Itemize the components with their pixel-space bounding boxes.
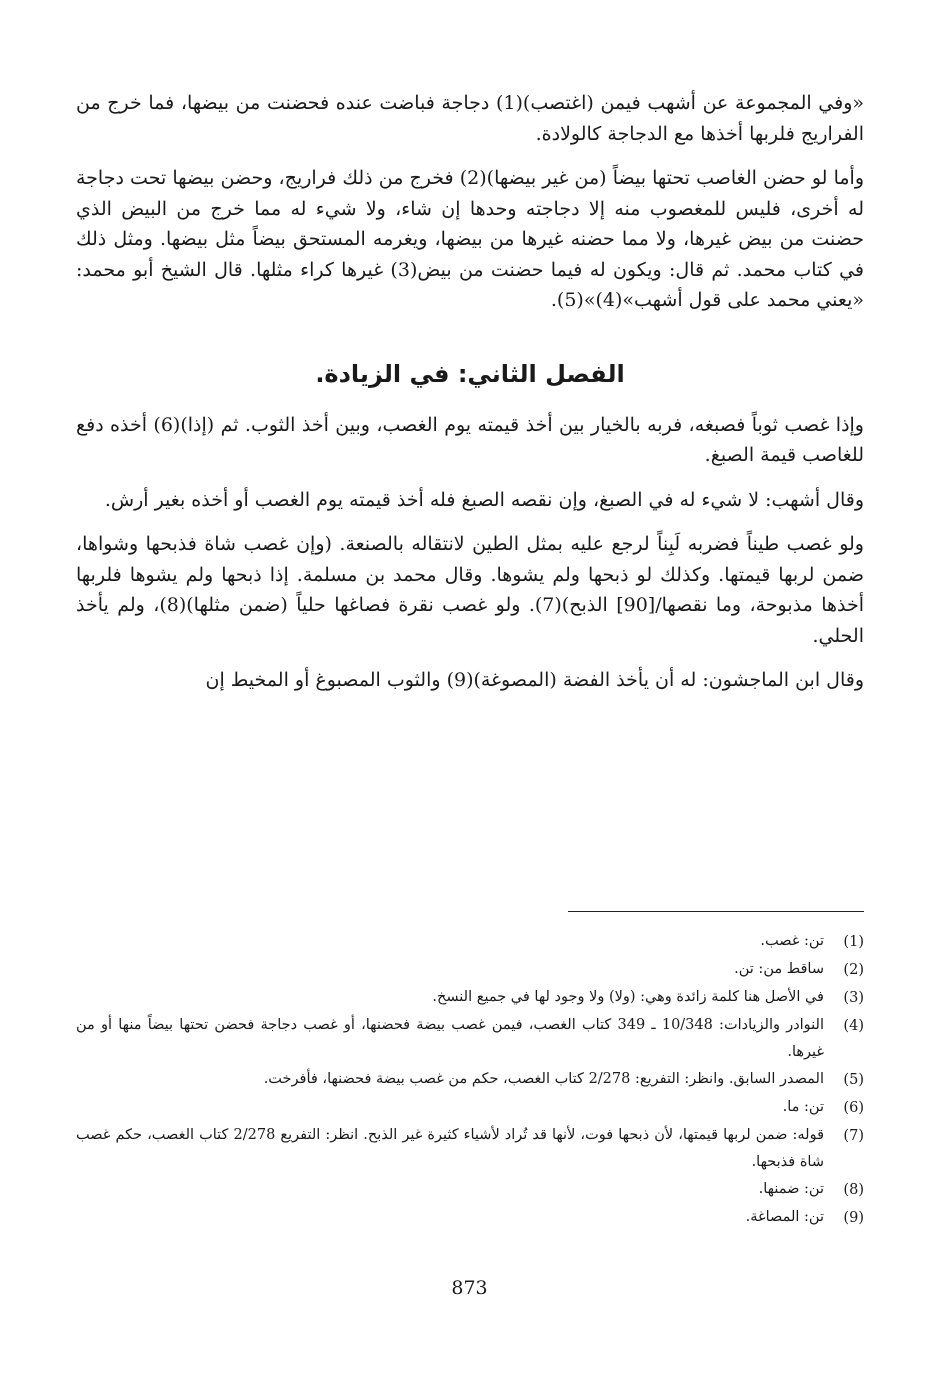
paragraph-6: وقال ابن الماجشون: له أن يأخذ الفضة (المصوغة)(9) والثوب المصبوغ أو المخيط إن xyxy=(205,669,864,691)
footnote-number: (7) xyxy=(843,1128,864,1144)
footnotes xyxy=(76,928,864,1232)
footnote-text: تن: المصاغة. xyxy=(745,1209,824,1225)
footnote-text: في الأصل هنا كلمة زائدة وهي: (ولا) ولا وجود لها في جميع النسخ. xyxy=(432,989,824,1005)
paragraph-4: وقال أشهب: لا شيء له في الصبغ، وإن نقصه الصبغ فله أخذ قيمته يوم الغصب أو أخذه بغير أرش. xyxy=(104,488,864,511)
footnote-text: تن: ضمنها. xyxy=(758,1181,824,1197)
footnote-number: (4) xyxy=(843,1018,864,1034)
footnote-divider xyxy=(568,911,864,912)
footnote-item xyxy=(76,1094,864,1122)
footnote-text: تن: غصب. xyxy=(760,933,824,949)
footnote-number: (9) xyxy=(843,1210,864,1226)
footnote-text: المصدر السابق. وانظر: التفريع: 2/278 كتاب الغصب، حكم من غصب بيضة فحضنها، فأفرخت. xyxy=(263,1071,824,1087)
footnote-item xyxy=(76,928,864,956)
footnote-text: ساقط من: تن. xyxy=(734,961,824,977)
footnote-text: تن: ما. xyxy=(782,1099,824,1115)
footnote-item xyxy=(76,956,864,984)
footnote-item xyxy=(76,1204,864,1232)
footnote-number: (5) xyxy=(843,1072,864,1088)
footnote-text: النوادر والزيادات: 10/348 ـ 349 كتاب الغصب، فيمن غصب بيضة فحضنها، أو غصب دجاجة فحضن تحتها بيضاً منها أو من غيرها. xyxy=(76,1017,824,1060)
paragraph-1: «وفي المجموعة عن أشهب فيمن (اغتصب)(1) دجاجة فباضت عنده فحضنت من بيضها، فما خرج من الفراريج فلربها أخذها مع الدجاجة كالولادة. xyxy=(76,92,864,145)
section-heading: الفصل الثاني: في الزيادة. xyxy=(315,359,625,388)
main-text xyxy=(76,88,864,710)
footnote-item xyxy=(76,1176,864,1204)
footnote-number: (3) xyxy=(843,990,864,1006)
paragraph-2: وأما لو حضن الغاصب تحتها بيضاً (من غير بيضها)(2) فخرج من ذلك فراريج، وحضن بيضها تحت دجاجة له أخرى، فليس للمغصوب منه إلا دجاجته وحدها إن شاء، ولا شيء له مما خرج من البيض الذي حضنت من بيض غيرها، ولا مما حضنه غيرها من بيضها، ويغرمه المستحق بيضاً مثل بيضها. ومثل ذلك في كتاب محمد. ثم قال: ويكون له فيما حضنت من بيض(3) غيرها كراء مثلها. قال الشيخ أبو محمد: «يعني محمد على قول أشهب»(4)»(5). xyxy=(76,167,864,311)
footnote-number: (6) xyxy=(843,1100,864,1116)
footnote-number: (8) xyxy=(843,1182,864,1198)
footnote-item xyxy=(76,1066,864,1094)
footnote-number: (1) xyxy=(843,934,864,950)
paragraph-3: وإذا غصب ثوباً فصبغه، فربه بالخيار بين أخذ قيمته يوم الغصب، وبين أخذ الثوب. ثم (إذا)(6) أخذه دفع للغاصب قيمة الصبغ. xyxy=(76,413,864,466)
footnote-text: قوله: ضمن لربها قيمتها، لأن ذبحها فوت، لأنها قد تُراد لأشياء كثيرة غير الذبح. انظر: التفريع 2/278 كتاب الغصب، حكم غصب شاة فذبحها. xyxy=(76,1127,824,1170)
page-number: 873 xyxy=(451,1277,488,1299)
footnote-number: (2) xyxy=(843,962,864,978)
footnote-item xyxy=(76,1122,864,1176)
paragraph-5: ولو غصب طيناً فضربه لَبِناً لرجع عليه بمثل الطين لانتقاله بالصنعة. (وإن غصب شاة فذبحها وشواها، ضمن لربها قيمتها. وكذلك لو ذبحها ولم يشوها. وقال محمد بن مسلمة. إذا ذبحها ولم يشوها فلربها أخذها مذبوحة، وما نقصها/[90] الذبح)(7). ولو غصب نقرة فصاغها حلياً (ضمن مثلها)(8)، ولم يأخذ الحلي. xyxy=(76,533,865,647)
footnote-item xyxy=(76,984,864,1012)
footnote-item xyxy=(76,1012,864,1066)
